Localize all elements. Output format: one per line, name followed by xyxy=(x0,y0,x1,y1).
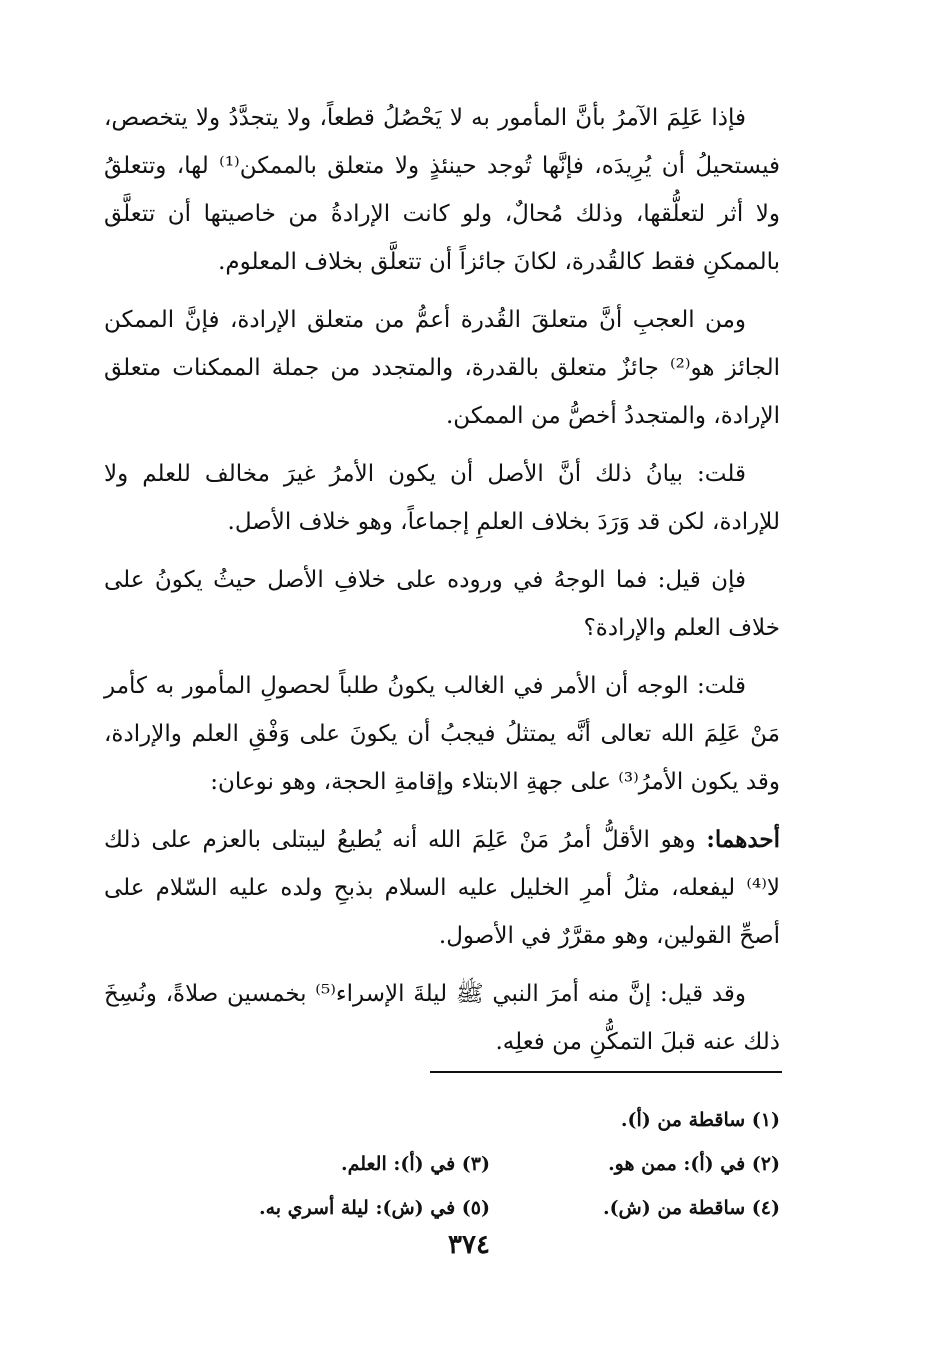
footnote-row xyxy=(200,1186,780,1230)
paragraph-4: فإن قيل: فما الوجهُ في وروده على خلافِ الأصل حيثُ يكونُ على خلاف العلم والإرادة؟ xyxy=(104,567,780,641)
footnote-4: (٤) ساقطة من (ش). xyxy=(602,1197,780,1219)
footnote-separator xyxy=(430,1071,782,1073)
footnote-1: (١) ساقطة من (أ). xyxy=(620,1109,780,1131)
footnote-2: (٢) في (أ): ممن هو. xyxy=(608,1153,780,1175)
paragraph-1: فإذا عَلِمَ الآمرُ بأنَّ المأمور به لا يَحْصُلُ قطعاً، ولا يتجدَّدُ ولا يتخصص، فيستحيلُ أن يُرِيدَه، فإنَّها تُوجد حينئذٍ ولا متعلق بالممكن⁽¹⁾ لها، وتتعلقُ ولا أثر لتعلُّقها، وذلك مُحالٌ، ولو كانت الإرادةُ من خاصيتها أن تتعلَّق بالممكنِ فقط كالقُدرة، لكانَ جائزاً أن تتعلَّق بخلاف المعلوم. xyxy=(104,105,780,275)
paragraph-2: ومن العجبِ أنَّ متعلقَ القُدرة أعمُّ من متعلق الإرادة، فإنَّ الممكن الجائز هو⁽²⁾ جائزٌ متعلق بالقدرة، والمتجدد من جملة الممكنات متعلق الإرادة، والمتجددُ أخصُّ من الممكن. xyxy=(104,307,780,429)
footnote-row xyxy=(200,1142,780,1186)
footnote-empty xyxy=(200,1098,490,1142)
first-type-label: أحدهما: xyxy=(706,826,781,853)
main-text xyxy=(104,94,780,1076)
page-number: ٣٧٤ xyxy=(448,1230,490,1260)
footnotes xyxy=(200,1098,780,1230)
paragraph-5: قلت: الوجه أن الأمر في الغالب يكونُ طلباً لحصولِ المأمور به كأمر مَنْ عَلِمَ الله تعالى أنَّه يمتثلُ فيجبُ أن يكونَ على وَفْقِ العلم والإرادة، وقد يكون الأمرُ⁽³⁾ على جهةِ الابتلاء وإقامةِ الحجة، وهو نوعان: xyxy=(104,673,780,795)
footnote-3: (٣) في (أ): العلم. xyxy=(340,1153,490,1175)
footnote-row xyxy=(200,1098,780,1142)
paragraph-3: قلت: بيانُ ذلك أنَّ الأصل أن يكون الأمرُ غيرَ مخالف للعلم ولا للإرادة، لكن قد وَرَدَ بخلاف العلمِ إجماعاً، وهو خلاف الأصل. xyxy=(104,461,780,535)
paragraph-7: وقد قيل: إنَّ منه أمرَ النبي ﷺ ليلةَ الإسراء⁽⁵⁾ بخمسين صلاةً، ونُسِخَ ذلك عنه قبلَ التمكُّنِ من فعلِه. xyxy=(104,981,780,1055)
paragraph-6 xyxy=(104,816,780,960)
paragraph-6-text: وهو الأقلُّ أمرُ مَنْ عَلِمَ الله أنه يُطيعُ ليبتلى بالعزم على ذلك لا⁽⁴⁾ ليفعله، مثلُ أمرِ الخليل عليه السلام بذبحِ ولده عليه السّلام على أصحِّ القولين، وهو مقرَّرٌ في الأصول. xyxy=(104,827,780,949)
footnote-5: (٥) في (ش): ليلة أسري به. xyxy=(258,1197,490,1219)
